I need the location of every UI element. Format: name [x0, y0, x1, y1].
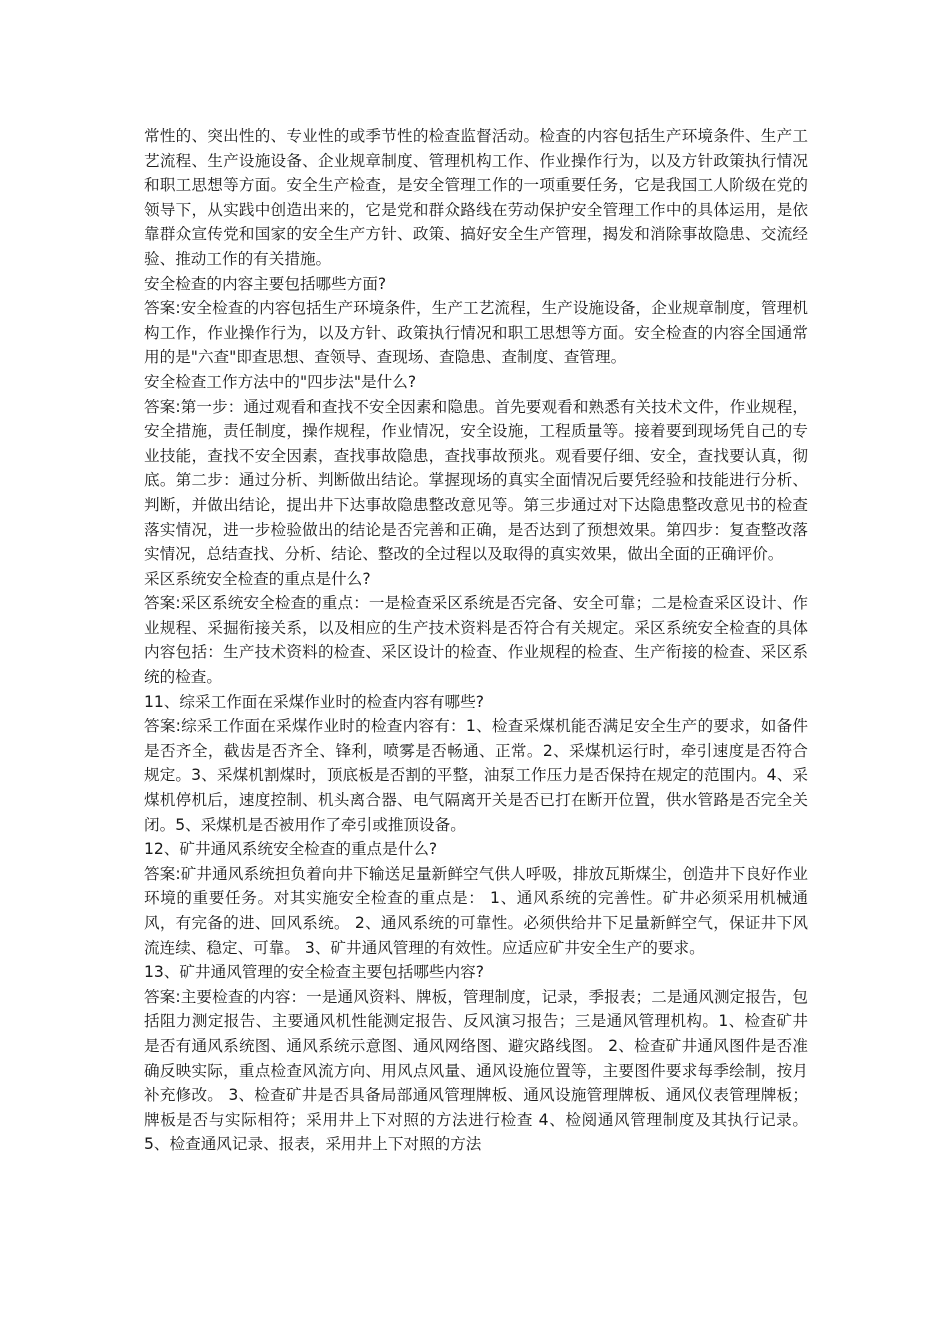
- intro-paragraph: 常性的、突出性的、专业性的或季节性的检查监督活动。检查的内容包括生产环境条件、生产工艺流程、生产设施设备、企业规章制度、管理机构工作、作业操作行为，以及方针政策执行情况和职工思想等方面。安全生产检查，是安全管理工作的一项重要任务，它是我国工人阶级在党的领导下，从实践中创造出来的，它是党和群众路线在劳动保护安全管理工作中的具体运用，是依靠群众宣传党和国家的安全生产方针、政策、搞好安全生产管理，揭发和消除事故隐患、交流经验、推动工作的有关措施。: [144, 127, 808, 268]
- question-3: 采区系统安全检查的重点是什么?: [144, 569, 371, 588]
- answer-3: 答案:采区系统安全检查的重点：一是检查采区系统是否完备、安全可靠；二是检查采区设计、作业规程、采掘衔接关系，以及相应的生产技术资料是否符合有关规定。采区系统安全检查的具体内容包括：生产技术资料的检查、采区设计的检查、作业规程的检查、生产衔接的检查、采区系统的检查。: [144, 594, 808, 687]
- answer-1: 答案:安全检查的内容包括生产环境条件，生产工艺流程，生产设施设备，企业规章制度，管理机构工作，作业操作行为，以及方针、政策执行情况和职工思想等方面。安全检查的内容全国通常用的是"六查"即查思想、查领导、查现场、查隐患、查制度、查管理。: [144, 299, 808, 367]
- document-page: [144, 124, 808, 1157]
- answer-11: 答案:综采工作面在采煤作业时的检查内容有：1、检查采煤机能否满足安全生产的要求，如备件是否齐全，截齿是否齐全、锋利，喷雾是否畅通、正常。2、采煤机运行时，牵引速度是否符合规定。3、采煤机割煤时，顶底板是否割的平整，油泵工作压力是否保持在规定的范围内。4、采煤机停机后，速度控制、机头离合器、电气隔离开关是否已打在断开位置，供水管路是否完全关闭。5、采煤机是否被用作了牵引或推顶设备。: [144, 717, 808, 834]
- question-11: 11、综采工作面在采煤作业时的检查内容有哪些?: [144, 692, 484, 711]
- answer-12: 答案:矿井通风系统担负着向井下输送足量新鲜空气供人呼吸，排放瓦斯煤尘，创造井下良好作业环境的重要任务。对其实施安全检查的重点是： 1、通风系统的完善性。矿井必须采用机械通风，有完备的进、回风系统。 2、通风系统的可靠性。必须供给井下足量新鲜空气，保证井下风流连续、稳定、可靠。 3、矿井通风管理的有效性。应适应矿井安全生产的要求。: [144, 864, 808, 957]
- answer-2: 答案:第一步：通过观看和查找不安全因素和隐患。首先要观看和熟悉有关技术文件，作业规程，安全措施，责任制度，操作规程，作业情况，安全设施，工程质量等。接着要到现场凭自己的专业技能，查找不安全因素，查找事故隐患，查找事故预兆。观看要仔细、安全，查找要认真，彻底。第二步：通过分析、判断做出结论。掌握现场的真实全面情况后要凭经验和技能进行分析、判断，并做出结论，提出井下达事故隐患整改意见等。第三步通过对下达隐患整改意见书的检查落实情况，进一步检验做出的结论是否完善和正确，是否达到了预想效果。第四步：复查整改落实情况，总结查找、分析、结论、整改的全过程以及取得的真实效果，做出全面的正确评价。: [144, 397, 808, 564]
- answer-13: 答案:主要检查的内容：一是通风资料、牌板，管理制度，记录，季报表；二是通风测定报告，包括阻力测定报告、主要通风机性能测定报告、反风演习报告；三是通风管理机构。1、检查矿井是否有通风系统图、通风系统示意图、通风网络图、避灾路线图。 2、检查矿井通风图件是否准确反映实际，重点检查风流方向、用风点风量、通风设施位置等，主要图件要求每季绘制，按月补充修改。 3、检查矿井是否具备局部通风管理牌板、通风设施管理牌板、通风仪表管理牌板；牌板是否与实际相符；采用井上下对照的方法进行检查 4、检阅通风管理制度及其执行记录。 5、检查通风记录、报表，采用井上下对照的方法: [144, 987, 808, 1154]
- question-1: 安全检查的内容主要包括哪些方面?: [144, 274, 387, 293]
- question-13: 13、矿井通风管理的安全检查主要包括哪些内容?: [144, 963, 484, 982]
- question-2: 安全检查工作方法中的"四步法"是什么?: [144, 372, 417, 391]
- question-12: 12、矿井通风系统安全检查的重点是什么?: [144, 840, 438, 859]
